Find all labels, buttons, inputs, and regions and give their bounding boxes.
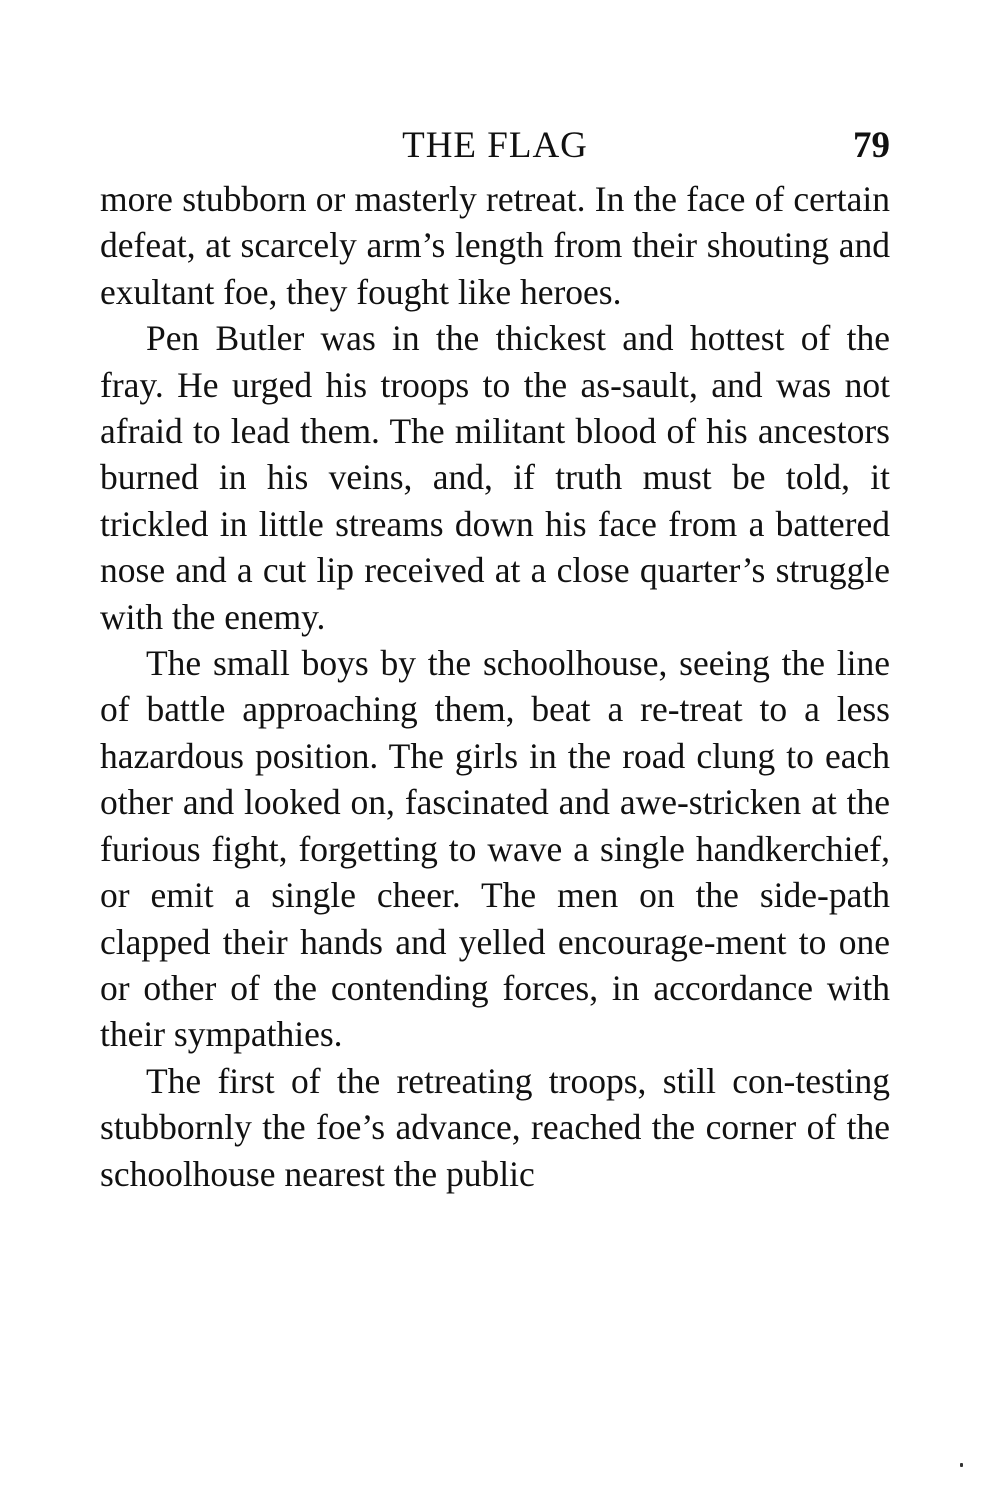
page-number: 79 [853,125,890,166]
paragraph: The first of the retreating troops, still con-testing stubbornly the foe’s advance, reached the corner of the schoolhouse nearest the public [100,1060,890,1194]
print-speck [960,1463,963,1467]
book-page [100,112,890,1197]
page-header [100,112,890,176]
running-title: THE FLAG [402,125,588,166]
body-text [100,176,890,1197]
paragraph: The small boys by the schoolhouse, seeing the line of battle approaching them, beat a re-treat to a less hazardous position. The girls in the road clung to each other and looked on, fascinated and awe-stricken at the furious fight, forgetting to wave a single handkerchief, or emit a single cheer. The men on the side-path clapped their hands and yelled encourage-ment to one or other of the contending forces, in accordance with their sympathies. [100,643,890,1055]
paragraph-continued: more stubborn or masterly retreat. In the face of certain defeat, at scarcely arm’s length from their shouting and exultant foe, they fought like heroes. [100,179,890,312]
paragraph: Pen Butler was in the thickest and hottest of the fray. He urged his troops to the as-sault, and was not afraid to lead them. The militant blood of his ancestors burned in his veins, and, if truth must be told, it trickled in little streams down his face from a battered nose and a cut lip received at a close quarter’s struggle with the enemy. [100,318,890,637]
